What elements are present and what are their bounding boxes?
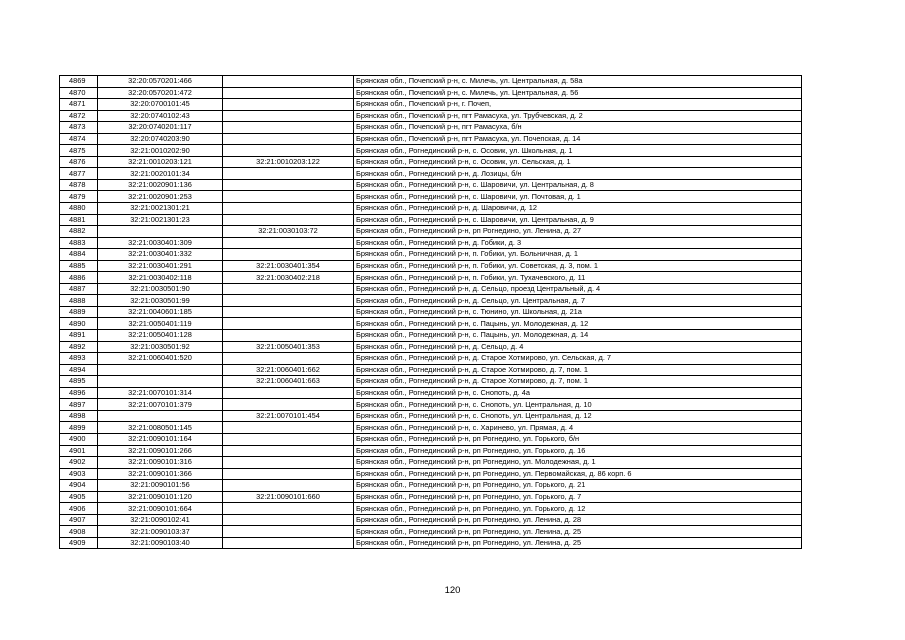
address-cell: Брянская обл., Почепский р-н, г. Почеп, (354, 99, 802, 111)
property-table-body (60, 76, 802, 549)
related-cadastral-number-cell (223, 457, 354, 469)
address-cell: Брянская обл., Почепский р-н, с. Милечь, ул. Центральная, д. 58а (354, 76, 802, 88)
cadastral-number-cell: 32:21:0030501:90 (98, 283, 223, 295)
address-cell: Брянская обл., Почепский р-н, с. Милечь, ул. Центральная, д. 56 (354, 87, 802, 99)
cadastral-number-cell (98, 226, 223, 238)
cadastral-number-cell: 32:21:0070101:314 (98, 387, 223, 399)
related-cadastral-number-cell (223, 179, 354, 191)
related-cadastral-number-cell (223, 122, 354, 134)
row-number-cell: 4880 (60, 203, 98, 215)
row-number-cell: 4902 (60, 457, 98, 469)
address-cell: Брянская обл., Рогнединский р-н, с. Пацынь, ул. Молодежная, д. 14 (354, 330, 802, 342)
cadastral-number-cell: 32:21:0050401:119 (98, 318, 223, 330)
related-cadastral-number-cell: 32:21:0010203:122 (223, 156, 354, 168)
address-cell: Брянская обл., Рогнединский р-н, рп Рогнедино, ул. Горького, д. 12 (354, 503, 802, 515)
row-number-cell: 4875 (60, 145, 98, 157)
table-row (60, 387, 802, 399)
table-row (60, 306, 802, 318)
address-cell: Брянская обл., Рогнединский р-н, с. Осовик, ул. Школьная, д. 1 (354, 145, 802, 157)
address-cell: Брянская обл., Рогнединский р-н, п. Гобики, ул. Тухачевского, д. 11 (354, 272, 802, 284)
cadastral-number-cell: 32:21:0050401:128 (98, 330, 223, 342)
table-row (60, 156, 802, 168)
address-cell: Брянская обл., Рогнединский р-н, с. Шаровичи, ул. Центральная, д. 9 (354, 214, 802, 226)
table-row (60, 399, 802, 411)
related-cadastral-number-cell (223, 526, 354, 538)
table-row (60, 203, 802, 215)
row-number-cell: 4874 (60, 133, 98, 145)
table-row (60, 226, 802, 238)
related-cadastral-number-cell (223, 249, 354, 261)
table-row (60, 491, 802, 503)
table-row (60, 364, 802, 376)
address-cell: Брянская обл., Рогнединский р-н, д. Старое Хотмирово, д. 7, пом. 1 (354, 376, 802, 388)
cadastral-number-cell: 32:20:0570201:472 (98, 87, 223, 99)
cadastral-number-cell: 32:21:0010203:121 (98, 156, 223, 168)
address-cell: Брянская обл., Рогнединский р-н, с. Пацынь, ул. Молодежная, д. 12 (354, 318, 802, 330)
address-cell: Брянская обл., Рогнединский р-н, рп Рогнедино, ул. Ленина, д. 27 (354, 226, 802, 238)
cadastral-number-cell: 32:21:0090102:41 (98, 514, 223, 526)
cadastral-number-cell: 32:21:0030501:99 (98, 295, 223, 307)
cadastral-number-cell: 32:21:0020101:34 (98, 168, 223, 180)
row-number-cell: 4909 (60, 537, 98, 549)
address-cell: Брянская обл., Рогнединский р-н, с. Харинево, ул. Прямая, д. 4 (354, 422, 802, 434)
cadastral-number-cell: 32:21:0030401:291 (98, 260, 223, 272)
cadastral-number-cell: 32:21:0090103:37 (98, 526, 223, 538)
table-row (60, 295, 802, 307)
address-cell: Брянская обл., Почепский р-н, пгт Рамасуха, ул. Почепская, д. 14 (354, 133, 802, 145)
table-row (60, 318, 802, 330)
cadastral-number-cell: 32:21:0060401:520 (98, 353, 223, 365)
address-cell: Брянская обл., Рогнединский р-н, рп Рогнедино, ул. Молодежная, д. 1 (354, 457, 802, 469)
cadastral-number-cell: 32:21:0030401:332 (98, 249, 223, 261)
related-cadastral-number-cell: 32:21:0060401:662 (223, 364, 354, 376)
cadastral-number-cell: 32:21:0090101:366 (98, 468, 223, 480)
address-cell: Брянская обл., Рогнединский р-н, п. Гобики, ул. Советская, д. 3, пом. 1 (354, 260, 802, 272)
address-cell: Брянская обл., Рогнединский р-н, рп Рогнедино, ул. Горького, д. 16 (354, 445, 802, 457)
row-number-cell: 4907 (60, 514, 98, 526)
cadastral-number-cell: 32:21:0010202:90 (98, 145, 223, 157)
address-cell: Брянская обл., Рогнединский р-н, рп Рогнедино, ул. Первомайская, д. 86 корп. 6 (354, 468, 802, 480)
row-number-cell: 4898 (60, 410, 98, 422)
related-cadastral-number-cell: 32:21:0030103:72 (223, 226, 354, 238)
related-cadastral-number-cell: 32:21:0050401:353 (223, 341, 354, 353)
row-number-cell: 4889 (60, 306, 98, 318)
cadastral-number-cell: 32:20:0740201:117 (98, 122, 223, 134)
table-row (60, 353, 802, 365)
cadastral-number-cell: 32:20:0700101:45 (98, 99, 223, 111)
address-cell: Брянская обл., Почепский р-н, пгт Рамасуха, ул. Трубчевская, д. 2 (354, 110, 802, 122)
row-number-cell: 4877 (60, 168, 98, 180)
cadastral-number-cell: 32:21:0030501:92 (98, 341, 223, 353)
address-cell: Брянская обл., Рогнединский р-н, с. Снопоть, ул. Центральная, д. 10 (354, 399, 802, 411)
cadastral-number-cell: 32:21:0020901:136 (98, 179, 223, 191)
related-cadastral-number-cell (223, 283, 354, 295)
address-cell: Брянская обл., Рогнединский р-н, с. Тюнино, ул. Школьная, д. 21а (354, 306, 802, 318)
row-number-cell: 4894 (60, 364, 98, 376)
cadastral-number-cell: 32:21:0021301:21 (98, 203, 223, 215)
table-row (60, 179, 802, 191)
row-number-cell: 4905 (60, 491, 98, 503)
related-cadastral-number-cell (223, 503, 354, 515)
table-row (60, 480, 802, 492)
row-number-cell: 4904 (60, 480, 98, 492)
cadastral-number-cell: 32:21:0021301:23 (98, 214, 223, 226)
row-number-cell: 4887 (60, 283, 98, 295)
row-number-cell: 4899 (60, 422, 98, 434)
related-cadastral-number-cell (223, 76, 354, 88)
page-number: 120 (444, 585, 461, 596)
cadastral-number-cell: 32:21:0090101:164 (98, 433, 223, 445)
table-row (60, 422, 802, 434)
row-number-cell: 4881 (60, 214, 98, 226)
related-cadastral-number-cell (223, 306, 354, 318)
row-number-cell: 4878 (60, 179, 98, 191)
address-cell: Брянская обл., Рогнединский р-н, д. Старое Хотмирово, ул. Сельская, д. 7 (354, 353, 802, 365)
related-cadastral-number-cell (223, 99, 354, 111)
table-row (60, 468, 802, 480)
row-number-cell: 4892 (60, 341, 98, 353)
cadastral-number-cell: 32:21:0080501:145 (98, 422, 223, 434)
row-number-cell: 4869 (60, 76, 98, 88)
related-cadastral-number-cell (223, 514, 354, 526)
related-cadastral-number-cell (223, 445, 354, 457)
related-cadastral-number-cell (223, 537, 354, 549)
related-cadastral-number-cell: 32:21:0070101:454 (223, 410, 354, 422)
address-cell: Брянская обл., Рогнединский р-н, рп Рогнедино, ул. Ленина, д. 25 (354, 526, 802, 538)
row-number-cell: 4900 (60, 433, 98, 445)
related-cadastral-number-cell: 32:21:0030402:218 (223, 272, 354, 284)
related-cadastral-number-cell (223, 237, 354, 249)
row-number-cell: 4873 (60, 122, 98, 134)
row-number-cell: 4897 (60, 399, 98, 411)
address-cell: Брянская обл., Рогнединский р-н, д. Гобики, д. 3 (354, 237, 802, 249)
address-cell: Брянская обл., Рогнединский р-н, д. Сельцо, д. 4 (354, 341, 802, 353)
table-row (60, 76, 802, 88)
address-cell: Брянская обл., Рогнединский р-н, п. Гобики, ул. Больничная, д. 1 (354, 249, 802, 261)
cadastral-number-cell: 32:21:0030401:309 (98, 237, 223, 249)
table-row (60, 503, 802, 515)
row-number-cell: 4888 (60, 295, 98, 307)
related-cadastral-number-cell (223, 330, 354, 342)
cadastral-number-cell: 32:21:0090101:56 (98, 480, 223, 492)
table-row (60, 272, 802, 284)
table-row (60, 376, 802, 388)
table-row (60, 283, 802, 295)
row-number-cell: 4876 (60, 156, 98, 168)
related-cadastral-number-cell: 32:21:0090101:660 (223, 491, 354, 503)
table-row (60, 191, 802, 203)
cadastral-number-cell: 32:20:0740102:43 (98, 110, 223, 122)
related-cadastral-number-cell (223, 318, 354, 330)
row-number-cell: 4870 (60, 87, 98, 99)
table-row (60, 445, 802, 457)
related-cadastral-number-cell (223, 110, 354, 122)
address-cell: Брянская обл., Рогнединский р-н, рп Рогнедино, ул. Ленина, д. 25 (354, 537, 802, 549)
cadastral-number-cell: 32:21:0020901:253 (98, 191, 223, 203)
address-cell: Брянская обл., Рогнединский р-н, с. Снопоть, д. 4а (354, 387, 802, 399)
row-number-cell: 4896 (60, 387, 98, 399)
table-row (60, 433, 802, 445)
address-cell: Брянская обл., Рогнединский р-н, д. Сельцо, проезд Центральный, д. 4 (354, 283, 802, 295)
row-number-cell: 4871 (60, 99, 98, 111)
table-row (60, 514, 802, 526)
table-row (60, 133, 802, 145)
address-cell: Брянская обл., Почепский р-н, пгт Рамасуха, б/н (354, 122, 802, 134)
related-cadastral-number-cell (223, 133, 354, 145)
address-cell: Брянская обл., Рогнединский р-н, д. Старое Хотмирово, д. 7, пом. 1 (354, 364, 802, 376)
related-cadastral-number-cell (223, 468, 354, 480)
table-row (60, 99, 802, 111)
address-cell: Брянская обл., Рогнединский р-н, с. Шаровичи, ул. Центральная, д. 8 (354, 179, 802, 191)
address-cell: Брянская обл., Рогнединский р-н, с. Шаровичи, ул. Почтовая, д. 1 (354, 191, 802, 203)
table-row (60, 457, 802, 469)
cadastral-number-cell: 32:21:0090101:316 (98, 457, 223, 469)
cadastral-number-cell (98, 410, 223, 422)
related-cadastral-number-cell (223, 214, 354, 226)
row-number-cell: 4890 (60, 318, 98, 330)
row-number-cell: 4886 (60, 272, 98, 284)
related-cadastral-number-cell (223, 480, 354, 492)
related-cadastral-number-cell (223, 399, 354, 411)
address-cell: Брянская обл., Рогнединский р-н, рп Рогнедино, ул. Горького, б/н (354, 433, 802, 445)
table-row (60, 214, 802, 226)
related-cadastral-number-cell (223, 353, 354, 365)
row-number-cell: 4895 (60, 376, 98, 388)
cadastral-number-cell: 32:21:0090103:40 (98, 537, 223, 549)
address-cell: Брянская обл., Рогнединский р-н, д. Лозицы, б/н (354, 168, 802, 180)
table-row (60, 168, 802, 180)
table-row (60, 145, 802, 157)
related-cadastral-number-cell (223, 191, 354, 203)
cadastral-number-cell (98, 376, 223, 388)
table-row (60, 526, 802, 538)
address-cell: Брянская обл., Рогнединский р-н, рп Рогнедино, ул. Горького, д. 21 (354, 480, 802, 492)
cadastral-number-cell (98, 364, 223, 376)
cadastral-number-cell: 32:21:0040601:185 (98, 306, 223, 318)
row-number-cell: 4882 (60, 226, 98, 238)
row-number-cell: 4872 (60, 110, 98, 122)
table-row (60, 237, 802, 249)
row-number-cell: 4883 (60, 237, 98, 249)
row-number-cell: 4891 (60, 330, 98, 342)
property-table (59, 75, 802, 549)
table-row (60, 260, 802, 272)
table-row (60, 341, 802, 353)
related-cadastral-number-cell: 32:21:0060401:663 (223, 376, 354, 388)
related-cadastral-number-cell (223, 422, 354, 434)
row-number-cell: 4903 (60, 468, 98, 480)
cadastral-number-cell: 32:21:0090101:120 (98, 491, 223, 503)
row-number-cell: 4906 (60, 503, 98, 515)
cadastral-number-cell: 32:20:0740203:90 (98, 133, 223, 145)
cadastral-number-cell: 32:21:0070101:379 (98, 399, 223, 411)
address-cell: Брянская обл., Рогнединский р-н, с. Снопоть, ул. Центральная, д. 12 (354, 410, 802, 422)
table-row (60, 110, 802, 122)
related-cadastral-number-cell (223, 433, 354, 445)
related-cadastral-number-cell (223, 145, 354, 157)
related-cadastral-number-cell (223, 87, 354, 99)
address-cell: Брянская обл., Рогнединский р-н, рп Рогнедино, ул. Горького, д. 7 (354, 491, 802, 503)
related-cadastral-number-cell (223, 387, 354, 399)
row-number-cell: 4885 (60, 260, 98, 272)
address-cell: Брянская обл., Рогнединский р-н, с. Осовик, ул. Сельская, д. 1 (354, 156, 802, 168)
table-row (60, 122, 802, 134)
table-row (60, 249, 802, 261)
cadastral-number-cell: 32:21:0030402:118 (98, 272, 223, 284)
related-cadastral-number-cell (223, 295, 354, 307)
cadastral-number-cell: 32:21:0090101:664 (98, 503, 223, 515)
row-number-cell: 4884 (60, 249, 98, 261)
row-number-cell: 4901 (60, 445, 98, 457)
row-number-cell: 4908 (60, 526, 98, 538)
cadastral-number-cell: 32:20:0570201:466 (98, 76, 223, 88)
related-cadastral-number-cell: 32:21:0030401:354 (223, 260, 354, 272)
address-cell: Брянская обл., Рогнединский р-н, рп Рогнедино, ул. Ленина, д. 28 (354, 514, 802, 526)
table-row (60, 410, 802, 422)
row-number-cell: 4879 (60, 191, 98, 203)
table-row (60, 87, 802, 99)
table-row (60, 330, 802, 342)
address-cell: Брянская обл., Рогнединский р-н, д. Сельцо, ул. Центральная, д. 7 (354, 295, 802, 307)
table-row (60, 537, 802, 549)
cadastral-number-cell: 32:21:0090101:266 (98, 445, 223, 457)
address-cell: Брянская обл., Рогнединский р-н, д. Шаровичи, д. 12 (354, 203, 802, 215)
row-number-cell: 4893 (60, 353, 98, 365)
related-cadastral-number-cell (223, 168, 354, 180)
related-cadastral-number-cell (223, 203, 354, 215)
